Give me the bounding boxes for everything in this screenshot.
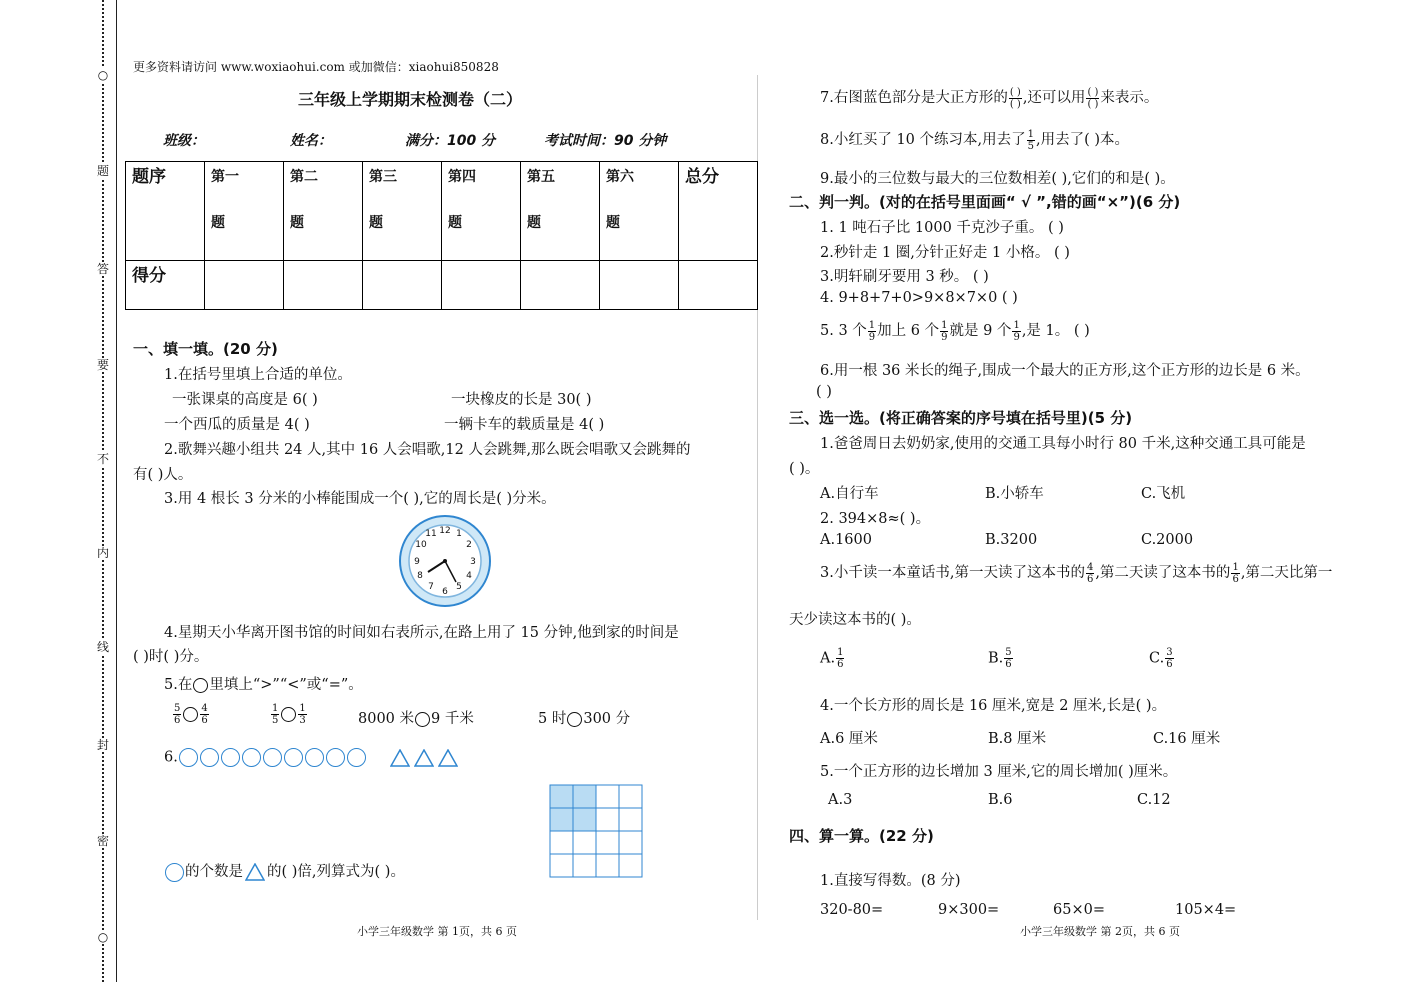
blue-circle-icon: [263, 748, 282, 767]
choice-1: 1.爸爸周日去奶奶家,使用的交通工具每小时行 80 千米,这种交通工具可能是: [820, 436, 1306, 452]
clock-illustration: [398, 514, 492, 608]
judge-1: 1. 1 吨石子比 1000 千克沙子重。 ( ): [820, 220, 1064, 236]
binding-char: 封: [96, 738, 109, 752]
table-header-cell: 第二 题: [284, 162, 363, 261]
fraction: $\frac{4}{6}$: [201, 703, 208, 726]
compare-circle-icon[interactable]: [567, 712, 582, 727]
score-label-cell: 得分: [126, 261, 205, 310]
binding-char: ○: [97, 930, 109, 944]
clock-number: 11: [425, 529, 437, 539]
table-header-cell: 第五 题: [521, 162, 600, 261]
blank-fraction[interactable]: $\frac{( )}{( )}$: [1009, 86, 1021, 110]
fraction: $\frac{1}{9}$: [941, 319, 948, 343]
section-1-title: 一、填一填。(20 分): [133, 340, 278, 358]
score-cell[interactable]: [600, 261, 679, 310]
clock-number: 4: [466, 571, 472, 581]
class-label: 班级：: [163, 133, 205, 149]
compare-circle-icon[interactable]: [183, 707, 198, 722]
blue-circle-icon: [179, 748, 198, 767]
clock-number: 3: [470, 557, 476, 567]
table-header-cell: 总分: [679, 162, 758, 261]
q5-compare-3: 8000 米 9 千米: [358, 711, 474, 727]
fraction: $\frac{1}{3}$: [299, 703, 306, 726]
name-label: 姓名：: [290, 133, 332, 149]
page-title: 三年级上学期期末检测卷（二）: [298, 90, 523, 109]
clock-number: 12: [439, 526, 451, 536]
binding-char: ○: [97, 68, 109, 82]
table-header-cell: 第三 题: [363, 162, 442, 261]
score-cell[interactable]: [679, 261, 758, 310]
clock-number: 9: [414, 557, 420, 567]
choice-5-option: B.6: [988, 792, 1013, 808]
q1-text: 1.在括号里填上合适的单位。: [164, 367, 352, 383]
clock-number: 8: [417, 571, 423, 581]
q2-text-cont: 有( )人。: [133, 467, 193, 483]
choice-1-option: C.飞机: [1141, 486, 1186, 502]
calc-item: 105×4=: [1175, 902, 1237, 918]
clock-number: 2: [466, 540, 472, 550]
header-note: 更多资料请访问 www.woxiaohui.com 或加微信：xiaohui850828: [133, 60, 499, 74]
blue-circle-icon: [347, 748, 366, 767]
q6-shapes: 6.: [164, 748, 460, 767]
judge-4: 4. 9+8+7+0>9×8×7×0 ( ): [820, 290, 1018, 306]
blue-circle-icon: [284, 748, 303, 767]
q9-text: 9.最小的三位数与最大的三位数相差( ),它们的和是( )。: [820, 171, 1175, 187]
blue-circle-icon: [165, 863, 184, 882]
score-cell[interactable]: [284, 261, 363, 310]
choice-5-option: A.3: [828, 792, 853, 808]
choice-4: 4.一个长方形的周长是 16 厘米,宽是 2 厘米,长是( )。: [820, 698, 1167, 714]
score-table: [125, 161, 758, 310]
blue-circle-icon: [200, 748, 219, 767]
table-header-cell: 第一 题: [205, 162, 284, 261]
q5-compare-2: [270, 703, 308, 726]
choice-3-cont: 天少读这本书的( )。: [789, 612, 921, 628]
choice-5: 5.一个正方形的边长增加 3 厘米,它的周长增加( )厘米。: [820, 764, 1178, 780]
calc-item: 9×300=: [938, 902, 1000, 918]
choice-1-option: A.自行车: [820, 486, 879, 502]
binding-margin: [96, 0, 118, 982]
circle-icon: [193, 678, 208, 693]
q5-compare-4: 5 时 300 分: [538, 711, 631, 727]
footer-page-2: 小学三年级数学 第 2页，共 6 页: [1020, 925, 1180, 938]
choice-5-option: C.12: [1137, 792, 1171, 808]
q5-compare-1: [172, 703, 210, 726]
binding-char: 内: [96, 546, 109, 560]
choice-4-option: C.16 厘米: [1153, 731, 1221, 747]
clock-number: 7: [428, 582, 434, 592]
judge-6-blank: ( ): [816, 384, 832, 400]
blue-triangle-icon: [438, 749, 458, 767]
clock-number: 5: [456, 582, 462, 592]
square-grid-figure: [549, 784, 644, 879]
blue-circle-icon: [242, 748, 261, 767]
clock-number: 1: [456, 529, 462, 539]
q2-text: 2.歌舞兴趣小组共 24 人,其中 16 人会唱歌,12 人会跳舞,那么既会唱歌又会跳舞的: [164, 442, 691, 458]
binding-char: 线: [96, 640, 109, 654]
choice-2-option: B.3200: [985, 532, 1038, 548]
binding-char: 答: [96, 262, 109, 276]
q1a-text: 一张课桌的高度是 6( ): [172, 392, 318, 408]
binding-char: 不: [96, 452, 109, 466]
q3-text: 3.用 4 根长 3 分米的小棒能围成一个( ),它的周长是( )分米。: [164, 491, 556, 507]
fraction: $\frac{1}{6}$: [1232, 561, 1239, 585]
section-2-title: 二、判一判。(对的在括号里面画“ √ ”,错的画“×”)(6 分): [789, 193, 1181, 211]
blank-fraction[interactable]: $\frac{( )}{( )}$: [1087, 86, 1099, 110]
judge-3: 3.明轩刷牙要用 3 秒。 ( ): [820, 269, 989, 285]
score-cell[interactable]: [205, 261, 284, 310]
calc-item: 320-80=: [820, 902, 884, 918]
choice-3-option: B. $\frac{5}{6}$: [988, 647, 1012, 670]
fraction: $\frac{1}{5}$: [1027, 128, 1034, 152]
q4-text-cont: ( )时( )分。: [133, 649, 209, 665]
q5-text: 5.在 里填上“>”“<”或“=”。: [164, 677, 363, 693]
choice-3-option: C. $\frac{3}{6}$: [1149, 647, 1173, 670]
footer-page-1: 小学三年级数学 第 1页，共 6 页: [357, 925, 517, 938]
q7-text: 7.右图蓝色部分是大正方形的 $\frac{( )}{( )}$ ,还可以用 $\frac{( )}{( )}$ 来表示。: [820, 86, 1159, 110]
choice-2-option: A.1600: [820, 532, 872, 548]
blue-triangle-icon: [245, 863, 265, 881]
binding-char: 题: [96, 164, 109, 178]
choice-4-option: A.6 厘米: [820, 731, 878, 747]
q1d-text: 一辆卡车的载质量是 4( ): [444, 417, 605, 433]
calc-item: 65×0=: [1053, 902, 1105, 918]
section-4-title: 四、算一算。(22 分): [789, 827, 934, 845]
table-header-cell: 第六 题: [600, 162, 679, 261]
q4-text: 4.星期天小华离开图书馆的时间如右表所示,在路上用了 15 分钟,他到家的时间是: [164, 625, 679, 641]
full-score-label: 满分：100 分: [405, 133, 496, 149]
blue-circle-icon: [305, 748, 324, 767]
fraction: $\frac{1}{9}$: [1013, 319, 1020, 343]
fraction: $\frac{1}{9}$: [868, 319, 876, 343]
judge-5: 5. 3 个 $\frac{1}{9}$ 加上 6 个 $\frac{1}{9}$ 就是 9 个 $\frac{1}{9}$ ,是 1。 ( ): [820, 319, 1090, 343]
compare-circle-icon[interactable]: [415, 712, 430, 727]
choice-3-option: A. $\frac{1}{6}$: [820, 647, 844, 670]
exam-time-label: 考试时间：90 分钟: [544, 133, 667, 149]
blue-circle-icon: [221, 748, 240, 767]
q1b-text: 一块橡皮的长是 30( ): [451, 392, 592, 408]
choice-3: 3.小千读一本童话书,第一天读了这本书的 $\frac{4}{6}$ ,第二天读了这本书的 $\frac{1}{6}$ ,第二天比第一: [820, 561, 1333, 585]
q6-text: 的个数是 的( )倍,列算式为( )。: [164, 860, 405, 882]
judge-6: 6.用一根 36 米长的绳子,围成一个最大的正方形,这个正方形的边长是 6 米。: [820, 363, 1310, 379]
choice-2-option: C.2000: [1141, 532, 1194, 548]
q1c-text: 一个西瓜的质量是 4( ): [164, 417, 310, 433]
clock-number: 6: [442, 587, 448, 597]
blue-triangle-icon: [414, 749, 434, 767]
choice-1-option: B.小轿车: [985, 486, 1044, 502]
table-header-cell: 第四 题: [442, 162, 521, 261]
fraction: $\frac{1}{5}$: [272, 703, 279, 726]
judge-2: 2.秒针走 1 圈,分针正好走 1 小格。 ( ): [820, 245, 1070, 261]
blue-triangle-icon: [390, 749, 410, 767]
choice-4-option: B.8 厘米: [988, 731, 1047, 747]
section-3-title: 三、选一选。(将正确答案的序号填在括号里)(5 分): [789, 409, 1133, 427]
score-cell[interactable]: [442, 261, 521, 310]
choice-2: 2. 394×8≈( )。: [820, 511, 931, 527]
clock-number: 10: [415, 540, 427, 550]
binding-char: 要: [96, 358, 109, 372]
binding-char: 密: [96, 834, 109, 848]
fraction: $\frac{5}{6}$: [174, 703, 181, 726]
choice-1-cont: ( )。: [789, 461, 820, 477]
table-header-cell: 题序: [126, 162, 205, 261]
score-cell[interactable]: [521, 261, 600, 310]
fraction: $\frac{4}{6}$: [1086, 561, 1094, 585]
compare-circle-icon[interactable]: [281, 707, 296, 722]
score-cell[interactable]: [363, 261, 442, 310]
calc-title: 1.直接写得数。(8 分): [820, 873, 961, 889]
blue-circle-icon: [326, 748, 345, 767]
q8-text: 8.小红买了 10 个练习本,用去了 $\frac{1}{5}$ ,用去了( )本。: [820, 128, 1130, 152]
